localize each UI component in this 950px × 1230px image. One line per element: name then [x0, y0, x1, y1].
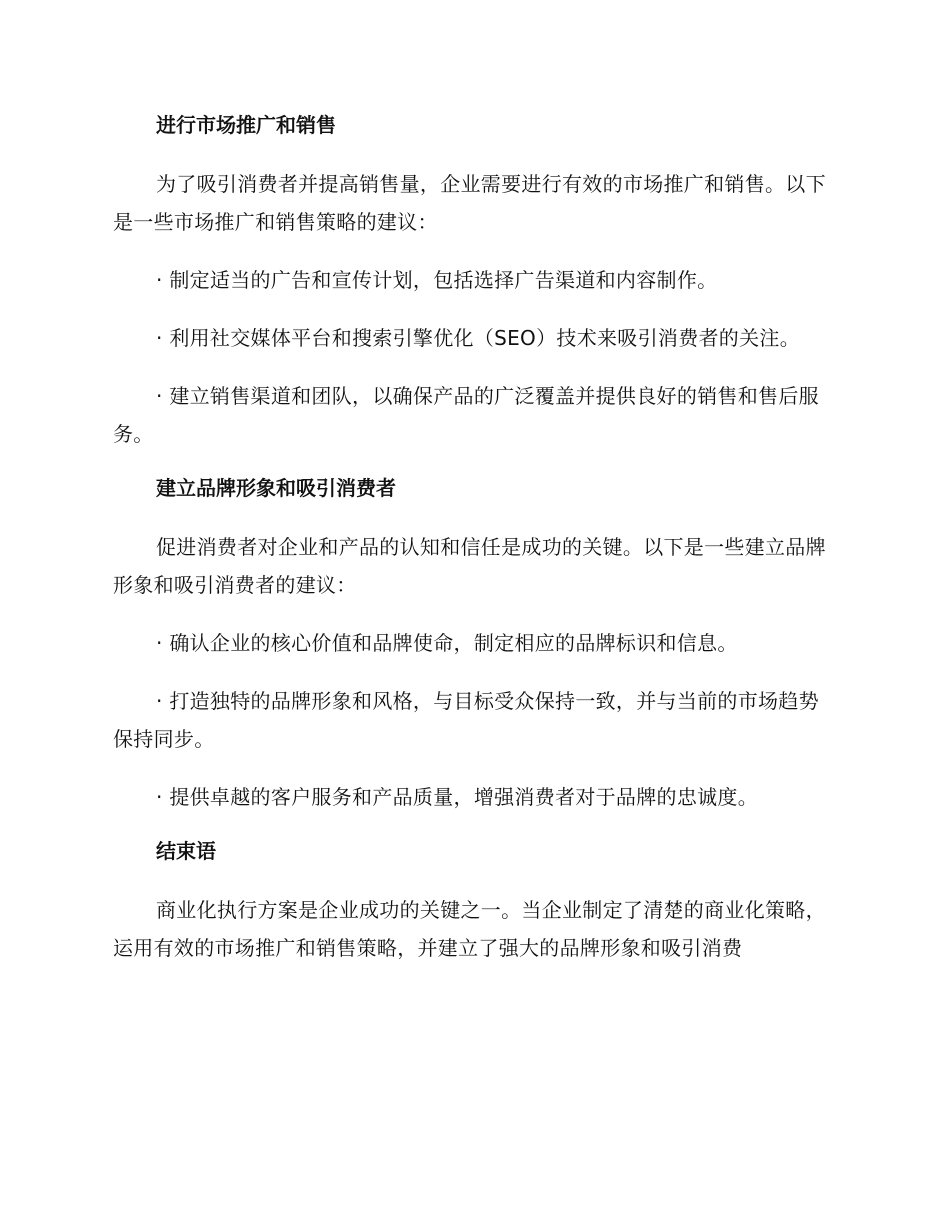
document-page [113, 110, 833, 987]
bullet-item: · 利用社交媒体平台和搜索引擎优化（SEO）技术来吸引消费者的关注。 [156, 326, 800, 350]
bullet-item: · 提供卓越的客户服务和产品质量，增强消费者对于品牌的忠诚度。 [156, 785, 759, 809]
section-heading-brand: 建立品牌形象和吸引消费者 [156, 476, 396, 500]
bullet-item: · 确认企业的核心价值和品牌使命，制定相应的品牌标识和信息。 [156, 631, 738, 655]
section-intro-brand: 促进消费者对企业和产品的认知和信任是成功的关键。以下是一些建立品牌形象和吸引消费者的建议： [113, 535, 826, 597]
section-body-conclusion: 商业化执行方案是企业成功的关键之一。当企业制定了清楚的商业化策略，运用有效的市场推广和销售策略，并建立了强大的品牌形象和吸引消费 [113, 898, 826, 960]
section-heading-marketing: 进行市场推广和销售 [156, 113, 336, 137]
bullet-item: · 打造独特的品牌形象和风格，与目标受众保持一致，并与当前的市场趋势保持同步。 [113, 689, 819, 751]
section-heading-conclusion: 结束语 [156, 839, 216, 863]
bullet-item: · 制定适当的广告和宣传计划，包括选择广告渠道和内容制作。 [156, 268, 718, 292]
section-intro-marketing: 为了吸引消费者并提高销售量，企业需要进行有效的市场推广和销售。以下是一些市场推广和销售策略的建议： [113, 172, 826, 234]
bullet-item: · 建立销售渠道和团队，以确保产品的广泛覆盖并提供良好的销售和售后服务。 [113, 384, 819, 446]
